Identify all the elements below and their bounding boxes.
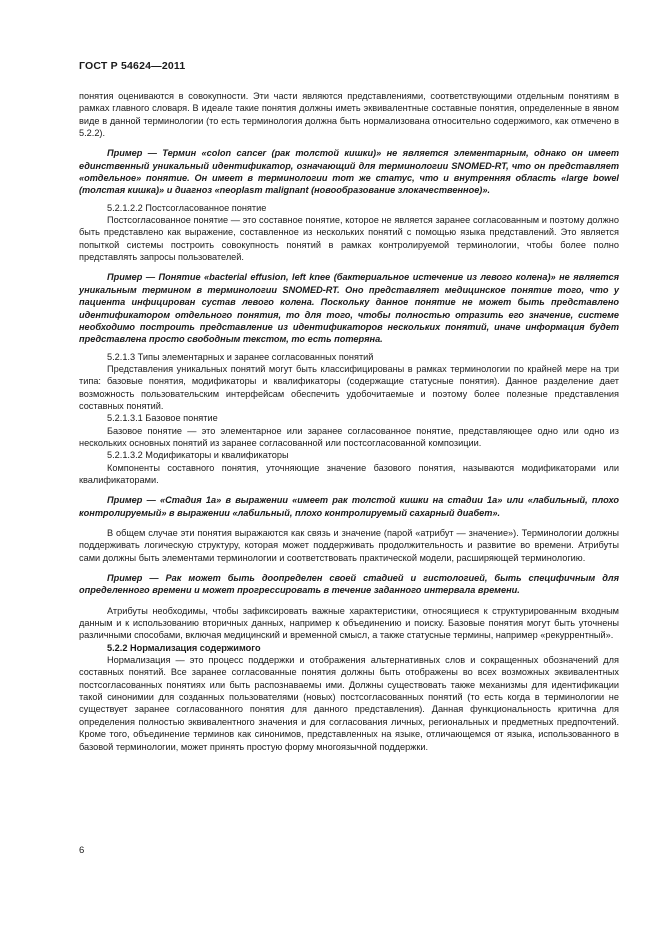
page-body: [79, 90, 619, 753]
page-number: 6: [79, 845, 85, 856]
paragraph: Базовое понятие — это элементарное или заранее согласованное понятие, представляющее одно или одно из нескольких основных понятий из заранее согласованной или постсогласованной композиции.: [79, 425, 619, 448]
paragraph: В общем случае эти понятия выражаются как связь и значение (парой «атрибут — значение»). Терминологии должны поддерживать логическую структуру, которая может поддерживать продолжительность и развитие во времени. Атрибуты сами должны быть элементами терминологии и соответствовать практической модели, расширяющей терминологию.: [79, 528, 619, 563]
paragraph: Компоненты составного понятия, уточняющие значение базового понятия, называются модификаторами или квалификаторами.: [79, 462, 619, 485]
section-heading: 5.2.1.3.2 Модификаторы и квалификаторы: [107, 450, 289, 461]
paragraph: Нормализация — это процесс поддержки и отображения альтернативных слов и сокращенных обозначений для составных понятий. Все заранее согласованные понятия должны быть отображены во всех возможных эквивалентных постсогласованных понятиях или быть распознаваемы ими. Должны существовать также механизмы для идентификации такой синонимии для созданных пользователями (новых) постсогласованных понятий (то есть когда в терминологии не существует заранее согласованного понятия для данного представления). Данная функциональность критична для определения полностью эквивалентного значения и для согласования личных, региональных и предметных предпочтений. Кроме того, объединение терминов как синонимов, представленных на языке, отличающемся от языка, использованного в базовой терминологии, может принять простую форму многоязычной поддержки.: [79, 655, 619, 752]
section-heading: 5.2.2 Нормализация содержимого: [107, 642, 261, 653]
paragraph-continuation: понятия оцениваются в совокупности. Эти части являются представлениями, соответствующими отдельным понятиям в рамках главного словаря. В идеале такие понятия должны иметь эквивалентные составные понятия, определенные в явном виде в данной терминологии (то есть терминология должна быть нормализована относительно содержимого, как отмечено в 5.2.2).: [79, 91, 619, 139]
page-header: ГОСТ Р 54624—2011: [79, 60, 186, 72]
section-heading: 5.2.1.3 Типы элементарных и заранее согласованных понятий: [107, 351, 374, 362]
paragraph: Постсогласованное понятие — это составное понятие, которое не является заранее согласованным и поэтому должно быть представлено как выражение, составленное из нескольких понятий с помощью языка представлений. Это является попыткой системы построить совокупность понятий в рамках контролируемой терминологии, чтобы более полно представлять запросы пользователей.: [79, 215, 619, 263]
section-heading: 5.2.1.2.2 Постсогласованное понятие: [107, 202, 267, 213]
example-note: Пример — Понятие «bacterial effusion, left knee (бактериальное истечение из левого колена)» не является уникальным термином в терминологии SNOMED-RT. Оно представляет медицинское понятие того, что у пациента инфицирован сустав левого колена. Поскольку данное понятие не может быть представлено идентификатором отдельного понятия, то для того, чтобы полностью отразить его значение, системе необходимо построить представление из идентификаторов нескольких понятий, иначе информация будет представлена просто свободным текстом, то есть потеряна.: [79, 272, 619, 345]
example-note: Пример — «Стадия 1а» в выражении «имеет рак толстой кишки на стадии 1а» или «лабильный, плохо контролируемый» в выражении «лабильный, плохо контролируемый сахарный диабет».: [79, 495, 619, 518]
paragraph: Представления уникальных понятий могут быть классифицированы в рамках терминологии по крайней мере на три типа: базовые понятия, модификаторы и квалификаторы (содержащие статусные понятия). Данное разделение дает возможность пользовательским интерфейсам обеспечить удобочитаемые и поэтому более полезные представления составных понятий.: [79, 363, 619, 411]
section-heading: 5.2.1.3.1 Базовое понятие: [107, 413, 218, 424]
example-note: Пример — Термин «colon cancer (рак толстой кишки)» не является элементарным, однако он имеет единственный уникальный идентификатор, означающий для терминологии SNOMED-RT, что он представляет «отдельное» понятие. Он имеет в терминологии тот же статус, что и внутренняя область «large bowel (толстая кишка)» и диагноз «neoplasm malignant (новообразование злокачественное)».: [79, 148, 619, 196]
paragraph: Атрибуты необходимы, чтобы зафиксировать важные характеристики, относящиеся к структурированным входным данным и к использованию вторичных данных, например к объединению и поиску. Базовые понятия могут быть уточнены различными способами, включая медицинский и временной смысл, а также статусные термины, например «рекуррентный».: [79, 605, 619, 641]
example-note: Пример — Рак может быть доопределен своей стадией и гистологией, быть специфичным для определенного времени и может прогрессировать в течение заданного интервала времени.: [79, 573, 619, 596]
